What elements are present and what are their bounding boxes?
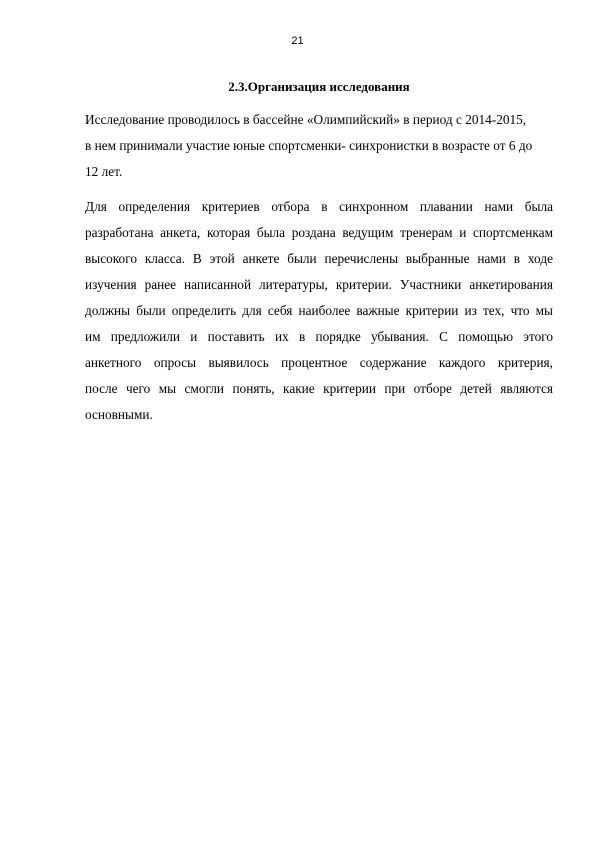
paragraph-1-line: 12 лет.	[85, 164, 123, 179]
paragraph-2-line: после чего мы смогли понять, какие критерии при отборе детей являются	[85, 381, 553, 396]
paragraph-2-line: Для определения критериев отбора в синхронном плавании нами была	[85, 199, 553, 214]
paragraph-1-line: Исследование проводилось в бассейне «Олимпийский» в период с 2014-2015,	[85, 112, 527, 127]
paragraph-2-line: основными.	[85, 407, 153, 422]
paragraph-2-line: должны были определить для себя наиболее важные критерии из тех, что мы	[85, 303, 553, 318]
paragraph-2-line: высокого класса. В этой анкете были перечислены выбранные нами в ходе	[85, 251, 553, 266]
paragraph-2-line: разработана анкета, которая была роздана ведущим тренерам и спортсменкам	[85, 225, 553, 240]
section-heading: 2.3.Организация исследования	[228, 79, 410, 94]
paragraph-2	[85, 194, 553, 428]
paragraph-2-line: анкетного опросы выявилось процентное содержание каждого критерия,	[85, 355, 553, 370]
paragraph-2-line: изучения ранее написанной литературы, критерии. Участники анкетирования	[85, 277, 553, 292]
paragraph-1-line: в нем принимали участие юные спортсменки- синхронистки в возрасте от 6 до	[85, 138, 533, 153]
paragraph-1	[85, 107, 553, 185]
page-number: 21	[291, 35, 304, 47]
paragraph-2-line: им предложили и поставить их в порядке убывания. С помощью этого	[85, 329, 553, 344]
